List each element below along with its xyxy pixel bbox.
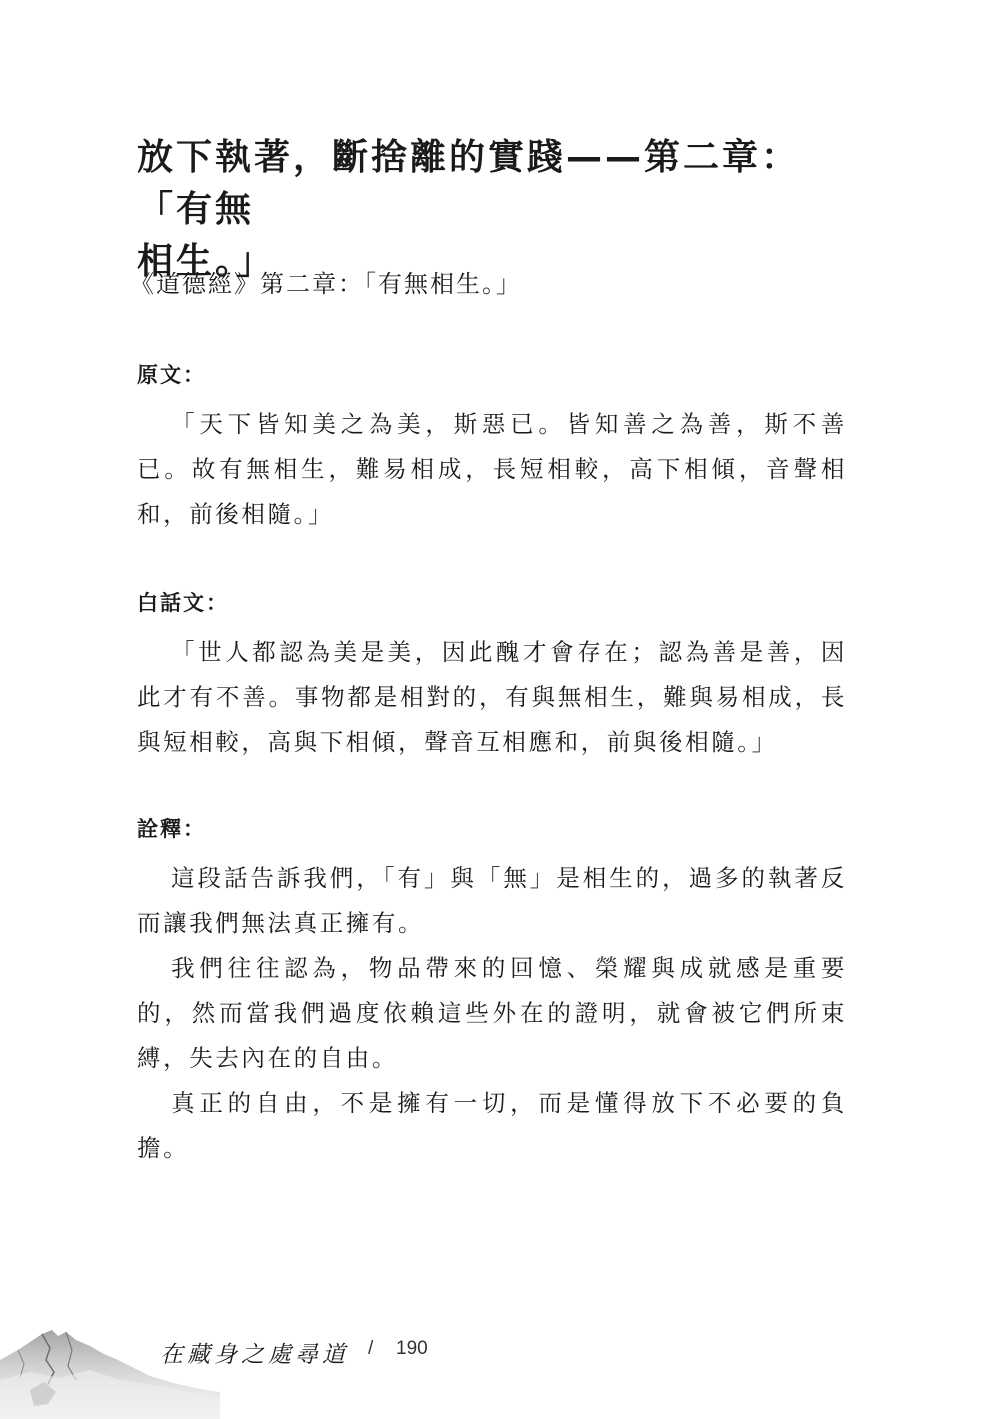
book-title: 在藏身之處尋道 <box>160 1342 349 1368</box>
section-heading-interpretation: 詮釋： <box>137 817 206 841</box>
section-heading-original: 原文： <box>137 363 206 387</box>
vernacular-text-paragraph: 「世人都認為美是美，因此醜才會存在；認為善是善，因此才有不善。事物都是相對的，有與無相生，難與易相成，長與短相較，高與下相傾，聲音互相應和，前與後相隨。」 <box>137 638 847 756</box>
interpretation-paragraph: 我們往往認為，物品帶來的回憶、榮耀與成就感是重要的，然而當我們過度依賴這些外在的證明，就會被它們所束縛，失去內在的自由。 <box>137 954 847 1072</box>
interpretation-paragraph: 真正的自由，不是擁有一切，而是懂得放下不必要的負擔。 <box>137 1089 847 1162</box>
original-text-paragraph: 「天下皆知美之為美，斯惡已。皆知善之為善，斯不善已。故有無相生，難易相成，長短相較，高下相傾，音聲相和，前後相隨。」 <box>137 410 847 528</box>
section-interpretation <box>137 814 847 1171</box>
section-original-text <box>137 360 847 537</box>
page-number: 190 <box>396 1338 428 1359</box>
mountain-ink-icon <box>0 1320 220 1419</box>
chapter-subtitle: 《道德經》第二章：「有無相生。」 <box>130 270 522 298</box>
chapter-title-line1: 放下執著，斷捨離的實踐——第二章：「有無 <box>137 137 801 230</box>
section-vernacular-text <box>137 588 847 765</box>
section-heading-vernacular: 白話文： <box>137 591 229 615</box>
interpretation-paragraph: 這段話告訴我們，「有」與「無」是相生的，過多的執著反而讓我們無法真正擁有。 <box>137 864 847 937</box>
footer-separator: / <box>368 1338 374 1359</box>
chapter-title <box>137 132 837 288</box>
chapter-title-line2: 相生。」 <box>137 241 276 282</box>
page-footer <box>0 1320 1000 1419</box>
